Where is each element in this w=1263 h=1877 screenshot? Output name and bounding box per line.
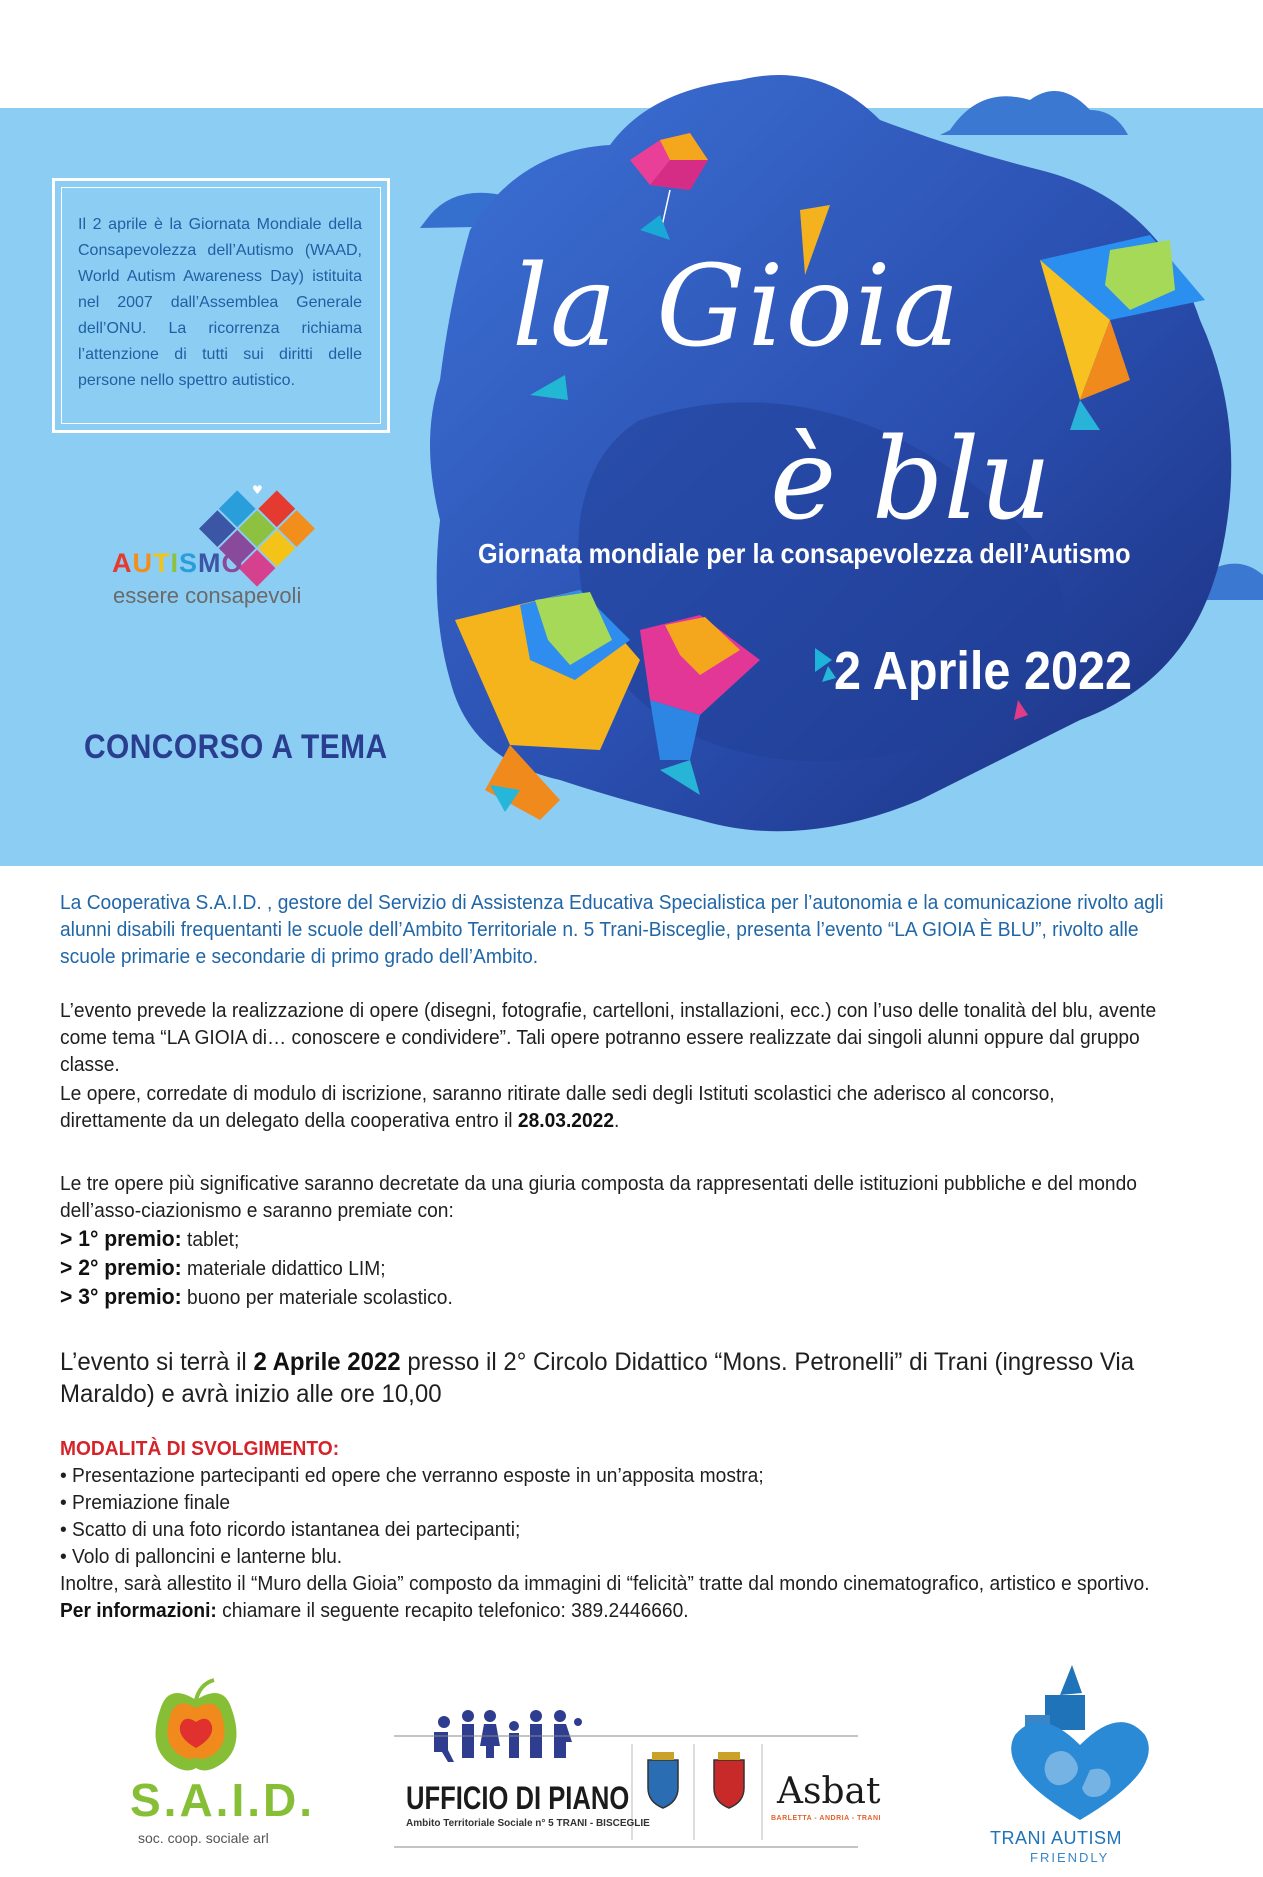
title-line-1: la Gioia	[512, 242, 962, 372]
autismo-letter: I	[170, 548, 180, 578]
hero-subtitle: Giornata mondiale per la consapevolezza dell’Autismo	[478, 538, 1131, 569]
autismo-letter: S	[179, 548, 199, 578]
title-line-2: è blu	[770, 415, 1052, 545]
autismo-subtitle: essere consapevoli	[113, 583, 302, 608]
location-text-a: L’evento si terrà il	[60, 1348, 254, 1376]
prize-item	[60, 1283, 1164, 1312]
info-phone: chiamare il seguente recapito telefonico: 389.2446660.	[216, 1600, 689, 1622]
paragraph-collection	[60, 1081, 1164, 1135]
location-text-b: presso il 2° Circolo Didattico “Mons. Petronelli” di Trani (ingresso Via Maraldo) e avrà inizio alle ore 10,00	[60, 1348, 1135, 1408]
deadline-date: 28.03.2022	[517, 1110, 615, 1132]
asbat-logo-name: Asbat	[777, 1771, 881, 1812]
modalita-item: • Volo di palloncini e lanterne blu.	[60, 1546, 343, 1568]
said-logo-name: S.A.I.D.	[130, 1774, 316, 1826]
collection-text: Le opere, corredate di modulo di iscrizione, saranno ritirate dalle sedi degli Istituti scolastici che aderisco al concorso, direttamente da un delegato della cooperativa entro il	[60, 1083, 1055, 1132]
info-label: Per informazioni:	[60, 1600, 217, 1622]
prize-item	[60, 1225, 1164, 1254]
intro-panel	[61, 187, 381, 424]
autismo-letter: A	[112, 548, 133, 578]
prize-item	[60, 1254, 1164, 1283]
modalita-item: • Presentazione partecipanti ed opere che verranno esposte in un’apposita mostra;	[60, 1465, 764, 1487]
autismo-letter: T	[153, 548, 171, 578]
modalita-heading: MODALITÀ DI SVOLGIMENTO:	[60, 1438, 340, 1460]
prize-list	[60, 1225, 1164, 1312]
intro-box	[52, 178, 390, 433]
info-line	[60, 1598, 1164, 1625]
trani-autism-logo-icon	[1011, 1665, 1149, 1820]
prize-label: > 3° premio:	[60, 1284, 182, 1309]
paragraph-jury: Le tre opere più significative saranno decretate da una giuria composta da rappresentati delle istituzioni pubbliche e del mondo dell’asso-ciazionismo e saranno premiate con:	[60, 1173, 1137, 1222]
autismo-letter: O	[221, 548, 244, 578]
event-date: 2 Aprile 2022	[834, 641, 1133, 701]
concorso-heading: CONCORSO A TEMA	[84, 728, 388, 766]
said-logo-subtitle: soc. coop. sociale arl	[138, 1830, 269, 1846]
asbat-logo-subtitle: BARLETTA - ANDRIA - TRANI	[771, 1815, 881, 1822]
trani-autism-title: TRANI AUTISM	[990, 1828, 1123, 1848]
apple-logo-icon	[156, 1680, 237, 1770]
paragraph-location	[60, 1346, 1164, 1410]
prize-value: tablet;	[181, 1229, 240, 1251]
collection-end: .	[614, 1110, 620, 1132]
muro-text: Inoltre, sarà allestito il “Muro della Gioia” composto da immagini di “felicità” tratte dal mondo cinematografico, artistico e sportivo.	[60, 1573, 1150, 1595]
location-date: 2 Aprile 2022	[253, 1348, 401, 1376]
trani-autism-subtitle: FRIENDLY	[1030, 1850, 1110, 1865]
coat-of-arms-icon	[648, 1752, 678, 1808]
autismo-letter: U	[132, 548, 153, 578]
modalita-item: • Scatto di una foto ricordo istantanea dei partecipanti;	[60, 1519, 521, 1541]
prize-label: > 2° premio:	[60, 1255, 182, 1280]
paragraph-event: L’evento prevede la realizzazione di opere (disegni, fotografie, cartelloni, installazioni, ecc.) con l’uso delle tonalità del blu, avente come tema “LA GIOIA di… conoscere e condividere”. Tali opere potranno essere realizzate dai singoli alunni oppure dal gruppo classe.	[60, 1000, 1157, 1076]
prize-label: > 1° premio:	[60, 1226, 182, 1251]
modalita-section	[60, 1436, 1164, 1625]
prize-value: materiale didattico LIM;	[181, 1258, 386, 1280]
coat-of-arms-icon	[714, 1752, 744, 1808]
svg-text:♥: ♥	[252, 483, 263, 497]
cloud-shape	[940, 91, 1128, 135]
ambito-subtitle: Ambito Territoriale Sociale n° 5 TRANI - BISCEGLIE	[406, 1818, 650, 1829]
paragraph-intro: La Cooperativa S.A.I.D. , gestore del Servizio di Assistenza Educativa Specialistica per l’autonomia e la comunicazione rivolto agli alunni disabili frequentanti le scuole dell’Ambito Territoriale n. 5 Trani-Bisceglie, presenta l’evento “LA GIOIA È BLU”, rivolto alle scuole primarie e secondarie di primo grado dell’Ambito.	[60, 892, 1164, 968]
autismo-word	[112, 548, 244, 579]
modalita-item: • Premiazione finale	[60, 1492, 231, 1514]
ufficio-di-piano-name: UFFICIO DI PIANO	[406, 1780, 630, 1816]
autismo-letter: M	[198, 548, 222, 578]
prize-value: buono per materiale scolastico.	[181, 1287, 453, 1309]
intro-text: Il 2 aprile è la Giornata Mondiale della Consapevolezza dell’Autismo (WAAD, World Autism Awareness Day) istituita nel 2007 dall’Assemblea Generale dell’ONU. La ricorrenza richiama l’attenzione di tutti sui diritti delle persone nello spettro autistico.	[78, 216, 362, 389]
